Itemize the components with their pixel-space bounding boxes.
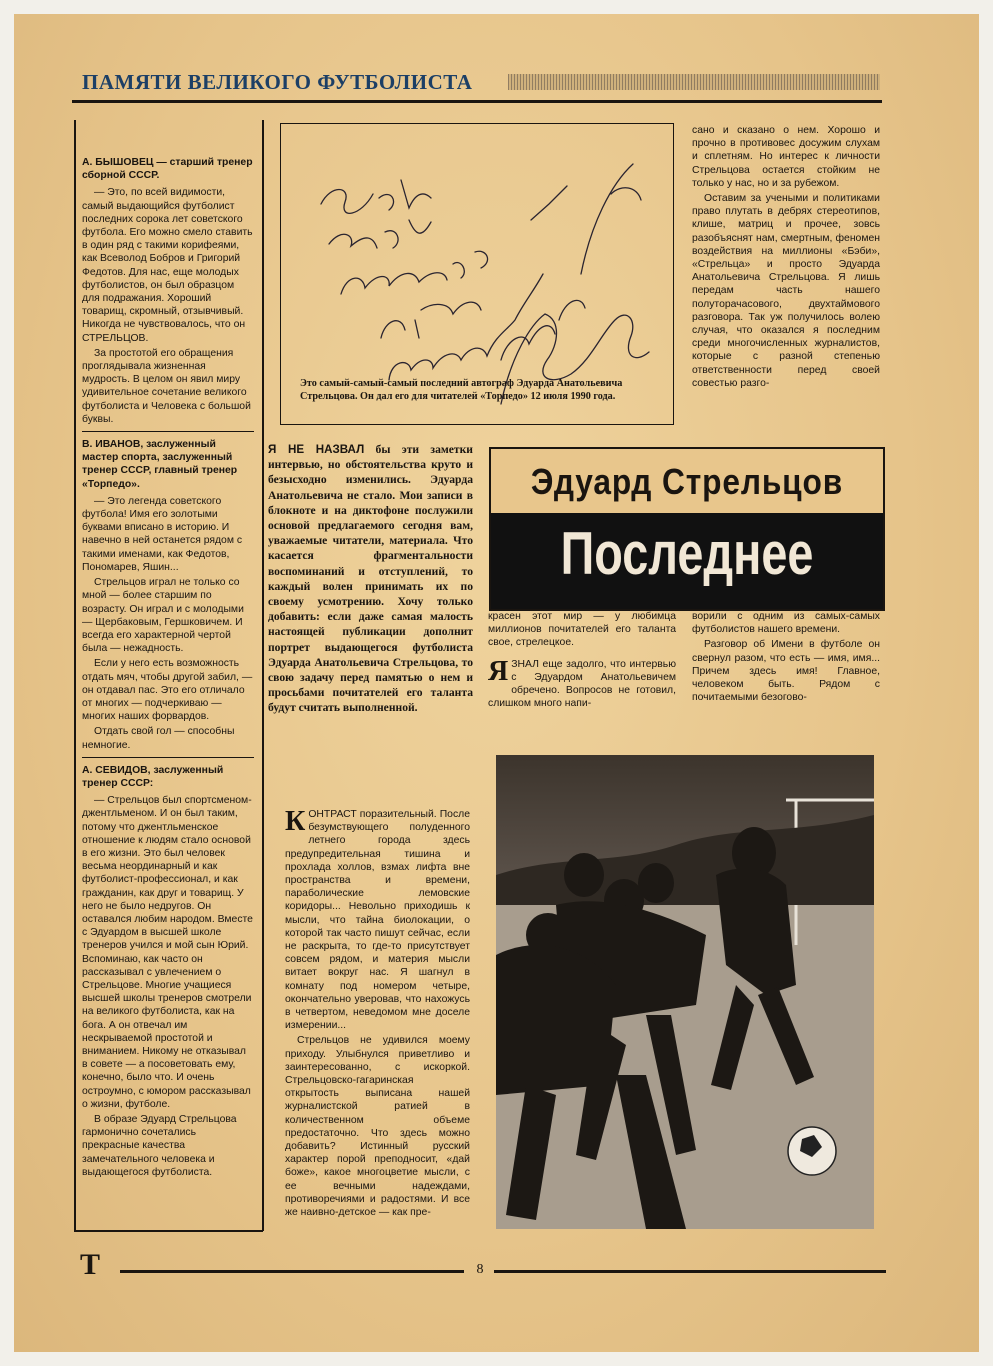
autograph-caption: Это самый-самый-самый последний автограф Эдуарда Анатольевича Стрельцова. Он дал его для читателей «Торпедо» 12 июля 1990 года.: [300, 378, 623, 402]
quote-divider: [82, 757, 254, 758]
intro-paragraph: [268, 442, 473, 716]
left-frame-bottom: [74, 1230, 263, 1232]
drop-cap: Я: [488, 655, 509, 687]
article-text: [285, 808, 470, 1032]
quote-text: — Это, по всей видимости, самый выдающийся футболист последних сорока лет советского футбола. Его можно смело ставить в один ряд с такими корифеями, как Всеволод Бобров и Григорий Федотов. Для нас, еще молодых футболистов, он был образцом для подражания. Хороший товарищ, скромный, отзывчивый. Никогда не чувствовалось, что он СТРЕЛЬЦОВ.: [82, 187, 253, 344]
article-text: ворили с одним из самых-самых футболистов нашего времени.: [692, 611, 880, 636]
drop-cap-text: ОНТРАСТ поразительный. После безумствующего полуденного летнего города здесь предупредительная тишина и прохлада холлов, взмах лифта вне пространства и времени, параболические лемовские коридоры... Невольно приходишь к мысли, что тайна биолокации, о которой так часто пишут сейчас, если не раскрыта, то где-то присутствует совсем рядом, и материя мысли витает вокруг нас. Я шагнул в комнату под номером четыре, окончательно уверовав, что нахожусь в четвертом, неведомом мне доселе измерении...: [285, 809, 470, 1032]
article-title-block: [489, 447, 885, 611]
intro-lead: Я НЕ НАЗВАЛ: [268, 443, 365, 456]
quote-text: Отдать свой гол — способны немногие.: [82, 726, 235, 751]
article-text: Разговор об Имени в футболе он свернул разом, что есть — имя, имя... Причем здесь имя! Главное, человеком быть. Рядом с почитаемыми безогово-: [692, 639, 880, 704]
quote-text: За простотой его обращения проглядывала жизненная мудрость. В целом он явил миру удивительное сочетание великого футболиста и Человека с большой буквы.: [82, 347, 251, 425]
article-subject-name: Эдуард Стрельцов: [530, 461, 844, 502]
article-text: [488, 655, 676, 711]
article-text: красен этот мир — у любимца миллионов почитателей его таланта свое, стрелецкое.: [488, 611, 676, 649]
mid-right-column: [692, 610, 880, 706]
header-rule: [72, 100, 882, 103]
footer-rule-left: [120, 1270, 464, 1273]
quote-text: — Стрельцов был спортсменом-джентльменом. И он был таким, потому что джентльменское отношение к людям стало основой в его жизни. Это был человек весьма неординарный и как футболист-профессионал, и как гражданин, как друг и товарищ. У него не было недругов. Он оставался любим народом. Вместе с Эдуардом в высшей школе тренеров учился и мой сын Юрий. Вспоминаю, как часто он рассказывал с увлечением о Стрельцове. Многие учащиеся высшей школы тренеров смотрели на великого футболиста, как на бога. А он отвечал им нескрываемой простотой и вниманием. Никому не отказывал в совете — а посоветовать ему, конечно, было что. И очень остроумно, с юмором рассказывал о жизни, футболе.: [82, 795, 253, 1110]
quote-author-sevidov: А. СЕВИДОВ, заслуженный тренер СССР:: [82, 764, 224, 789]
article-text: сано и сказано о нем. Хорошо и прочно в противовес досужим слухам и сплетням. Но интерес к личности Стрельцова остается стойким не только у нас, но и за рубежом.: [692, 125, 880, 189]
left-frame-line: [74, 120, 76, 1231]
quote-author-byshovets: А. БЫШОВЕЦ — старший тренер сборной СССР.: [82, 157, 253, 182]
photo-illustration: [496, 755, 874, 1229]
top-right-column: [692, 124, 880, 392]
mid-left-column: [488, 610, 676, 712]
quote-text: В образе Эдуард Стрельцова гармонично сочетались прекрасные качества замечательного человека и выдающегося футболиста.: [82, 1114, 237, 1178]
bottom-center-column: [285, 808, 470, 1233]
quote-divider: [82, 431, 254, 432]
article-text: Оставим за учеными и политиками право плутать в дебрях стереотипов, клише, матриц и прочее, зовсь разобъяснят нам, смертным, феномен воздействия на миллионы «Бэби», «Стрельца» и просто Эдуарда Анатольевича Стрельцова. Я лишь передам часть нашего полуторачасового, двухтаймового разговора. Так уж получилось волею случая, что оказался я последним среди многочисленных журналистов, которые с разной степенью ответственности перед своей совестью разго-: [692, 193, 880, 389]
quote-text: Если у него есть возможность отдать мяч, чтобы другой забил, — он отдавал пас. Это его отличало от многих — подчеркиваю — многих наших форвардов.: [82, 658, 253, 723]
drop-cap-text: ЗНАЛ еще задолго, что интервью с Эдуардом Анатольевичем обречено. Вопросов не готовил, слишком много напи-: [488, 658, 676, 710]
article-headline: Последнее: [560, 520, 814, 587]
intro-text: бы эти заметки интервью, но обстоятельства круто и безысходно изменились. Эдуарда Анатольевича не стало. Мои записи в блокноте и на диктофоне послужили основой предлагаемого сегодня вам, уважаемые читатели, материала. Что касается фрагментальности воспоминаний и отступлений, то каждый волен принимать их по своему усмотрению. Хочу только добавить: если даже самая малость настоящей публикации дополнит портрет выдающегося футболиста Эдуарда Анатольевича Стрельцова, то свою задачу перед памятью о нем и просьбами почитателей его таланта будут считать выполненной.: [268, 443, 473, 715]
header-decoration: [508, 74, 880, 90]
page-number: 8: [476, 1262, 484, 1277]
quote-author-ivanov: В. ИВАНОВ, заслуженный мастер спорта, заслуженный тренер СССР, главный тренер «Торпедо».: [82, 439, 238, 490]
football-training-photo: [496, 755, 874, 1229]
torpedo-logo: Т: [80, 1248, 101, 1281]
left-frame-line-right: [262, 120, 264, 1231]
footer-rule-right: [494, 1270, 886, 1273]
drop-cap: К: [285, 808, 306, 837]
article-text: Стрельцов не удивился моему приходу. Улыбнулся приветливо и заинтересованно, с искоркой. Стрельцовско-гагаринская открытость выписана нашей журналистской ратией в количественном объеме предостаточно. Что здесь можно добавить? Истинный русский характер порой преподносит, «дай боже», какое многоцветие мысли, с ее вечными надеждами, противоречиями и радостями. И все же наивно-детское — как пре-: [285, 1035, 470, 1219]
quote-text: Стрельцов играл не только со мной — более старшим по возрасту. Он играл и с молодыми — Щербаковым, Гершковичем. И всегда его характерной чертой была — нежадность.: [82, 577, 244, 655]
section-header: ПАМЯТИ ВЕЛИКОГО ФУТБОЛИСТА: [82, 70, 473, 94]
quotes-column: [82, 150, 254, 1225]
quote-text: — Это легенда советского футбола! Имя его золотыми буквами вписано в историю. И навечно в ней останется рядом с такими именами, как Федотов, Пономарев, Яшин...: [82, 495, 243, 573]
